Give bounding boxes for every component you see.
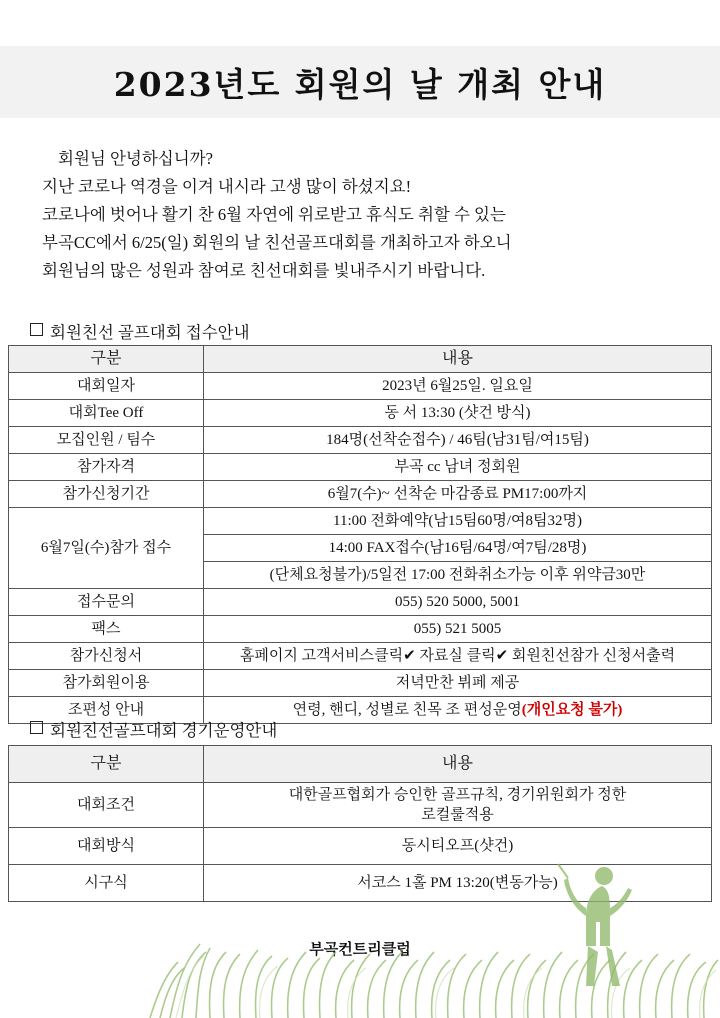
row-value: 184명(선착순접수) / 46팀(남31팀/여15팀) [204,427,712,454]
row-label: 조편성 안내 [9,697,204,724]
row-value: 저녁만찬 뷔페 제공 [204,670,712,697]
row-label: 대회Tee Off [9,400,204,427]
row-value-phone: 11:00 전화예약(남15팀60명/여8팀32명) [204,508,712,535]
row-label: 6월7일(수)참가 접수 [9,508,204,589]
table-registration-info [8,345,712,724]
row-label: 참가신청기간 [9,481,204,508]
row-label: 접수문의 [9,589,204,616]
row-label: 대회일자 [9,373,204,400]
rules-line-2: 로컬룰적용 [421,807,494,823]
row-value-application-form: 홈페이지 고객서비스클릭✔ 자료실 클릭✔ 회원친선참가 신청서출력 [204,643,712,670]
column-header-content: 내용 [204,346,712,373]
intro-line-1: 회원님 안녕하십니까? [58,149,213,168]
intro-line-5: 회원님의 많은 성원과 참여로 친선대회를 빛내주시기 바랍니다. [42,261,486,280]
column-header-category: 구분 [9,346,204,373]
row-label: 참가신청서 [9,643,204,670]
rules-line-1: 대한골프협회가 승인한 골프규칙, 경기위원회가 정한 [288,787,627,803]
row-value: 055) 521 5005 [204,616,712,643]
grouping-note: (개인요청 불가) [521,702,623,718]
table-tournament-operation [8,745,712,902]
checkbox-icon [30,721,43,734]
row-value: 6월7(수)~ 선착순 마감종료 PM17:00까지 [204,481,712,508]
section-1-heading-label: 회원친선 골프대회 접수안내 [50,323,250,342]
table-row [9,508,712,535]
row-value: 2023년 6월25일. 일요일 [204,373,712,400]
row-label: 참가자격 [9,454,204,481]
table-row [9,400,712,427]
section-1-heading [0,319,250,343]
row-value: 동시티오프(샷건) [204,828,712,865]
row-label: 시구식 [9,865,204,902]
grouping-text: 연령, 핸디, 성별로 친목 조 편성운영 [292,702,522,718]
row-label: 참가회원이용 [9,670,204,697]
table-row [9,865,712,902]
table-row [9,454,712,481]
row-value-fax: 14:00 FAX접수(남16팀/64명/여7팀/28명) [204,535,712,562]
table-row [9,783,712,828]
table-header-row [9,346,712,373]
page-title: 2023년도 회원의 날 개최 안내 [113,64,607,104]
row-value: 동 서 13:30 (샷건 방식) [204,400,712,427]
row-value-rules [204,783,712,828]
row-value: 서코스 1홀 PM 13:20(변동가능) [204,865,712,902]
table-row [9,643,712,670]
intro-line-3: 코로나에 벗어나 활기 찬 6월 자연에 위로받고 휴식도 취할 수 있는 [42,205,506,224]
row-value-grouping [204,697,712,724]
row-value-cancellation-notice: (단체요청불가)/5일전 17:00 전화취소가능 이후 위약금30만 [204,562,712,589]
table-row [9,828,712,865]
row-label: 대회방식 [9,828,204,865]
table-row [9,670,712,697]
column-header-category: 구분 [9,746,204,783]
table-header-row [9,746,712,783]
grass-decoration [0,908,720,1018]
row-label: 팩스 [9,616,204,643]
table-row [9,427,712,454]
club-name-footer: 부곡컨트리클럽 [309,941,411,958]
intro-paragraph [42,145,682,285]
intro-line-4: 부곡CC에서 6/25(일) 회원의 날 친선골프대회를 개최하고자 하오니 [42,233,512,252]
table-row [9,481,712,508]
section-2-heading-label: 회원친선골프대회 경기운영안내 [50,721,278,740]
row-label: 대회조건 [9,783,204,828]
column-header-content: 내용 [204,746,712,783]
section-2-heading [0,717,277,741]
checkbox-icon [30,323,43,336]
table-row [9,589,712,616]
title-band [0,46,720,118]
row-value: 부곡 cc 남녀 정회원 [204,454,712,481]
table-row [9,373,712,400]
table-row [9,616,712,643]
row-label: 모집인원 / 팀수 [9,427,204,454]
row-value: 055) 520 5000, 5001 [204,589,712,616]
intro-line-2: 지난 코로나 역경을 이겨 내시라 고생 많이 하셨지요! [42,177,412,196]
